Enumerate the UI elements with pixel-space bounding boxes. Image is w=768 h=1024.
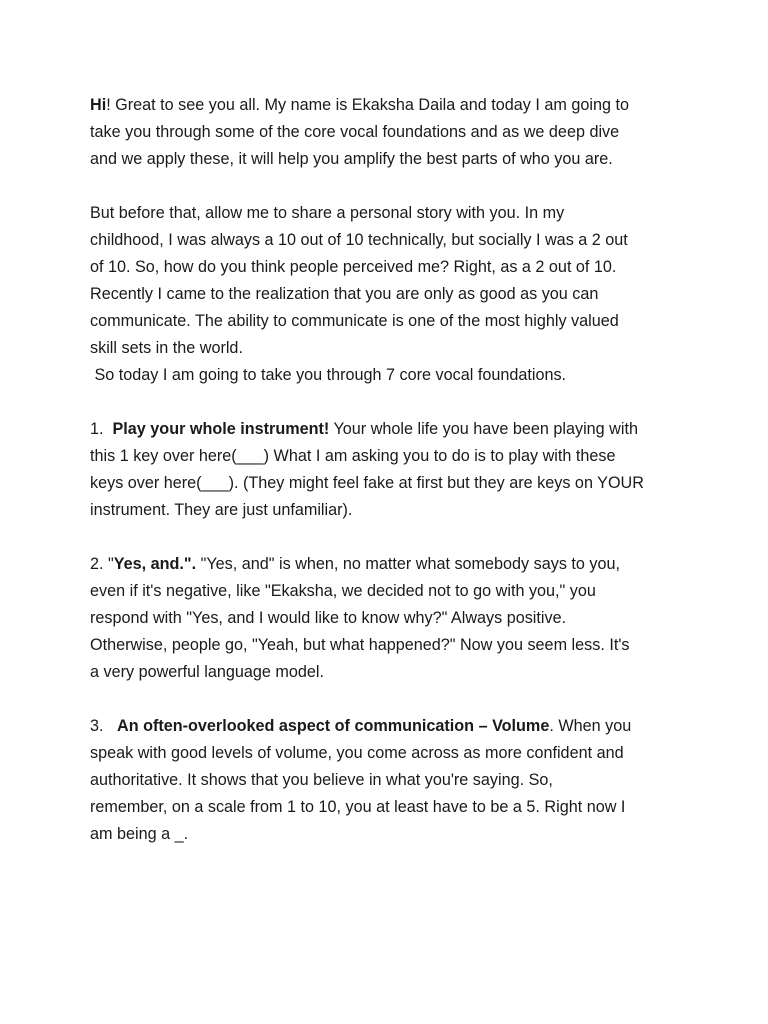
point-2-line-4: Otherwise, people go, "Yeah, but what happened?" Now you seem less. It's	[90, 636, 630, 654]
point-3-title: An often-overlooked aspect of communication – Volume	[117, 717, 550, 735]
point-3-line-1-text: . When you	[549, 717, 632, 735]
point-2-title: Yes, and.".	[113, 555, 197, 573]
paragraph-gap	[90, 686, 690, 713]
story-line-6: skill sets in the world.	[90, 339, 243, 357]
point-2-line-1-text: "Yes, and" is when, no matter what somebody says to you,	[196, 555, 621, 573]
paragraph-gap	[90, 173, 690, 200]
point-1-line-4: instrument. They are just unfamiliar).	[90, 501, 353, 519]
paragraph-gap	[90, 524, 690, 551]
point-3-line-3: authoritative. It shows that you believe in what you're saying. So,	[90, 771, 553, 789]
point-1-line-1-text: Your whole life you have been playing with	[329, 420, 638, 438]
point-3-line-4: remember, on a scale from 1 to 10, you at least have to be a 5. Right now I	[90, 798, 626, 816]
point-1-title: Play your whole instrument!	[112, 420, 330, 438]
point-2-line-5: a very powerful language model.	[90, 663, 324, 681]
intro-line-1	[90, 92, 690, 119]
point-1-number: 1.	[90, 420, 113, 438]
greeting-bold: Hi	[90, 96, 107, 114]
story-line-1: But before that, allow me to share a personal story with you. In my	[90, 204, 565, 222]
point-1-line-3: keys over here(___). (They might feel fake at first but they are keys on YOUR	[90, 474, 644, 492]
point-2-line-1	[90, 551, 690, 578]
point-2-line-3: respond with "Yes, and I would like to know why?" Always positive.	[90, 609, 567, 627]
point-1-line-2: this 1 key over here(___) What I am asking you to do is to play with these	[90, 447, 616, 465]
point-3-line-2: speak with good levels of volume, you come across as more confident and	[90, 744, 624, 762]
point-1-line-1	[90, 416, 690, 443]
point-3-line-1	[90, 713, 690, 740]
story-line-3: of 10. So, how do you think people perceived me? Right, as a 2 out of 10.	[90, 258, 617, 276]
point-3-line-5: am being a _.	[90, 825, 189, 843]
story-line-4: Recently I came to the realization that you are only as good as you can	[90, 285, 599, 303]
point-2-number: 2. "	[90, 555, 114, 573]
intro-line-2: take you through some of the core vocal foundations and as we deep dive	[90, 123, 620, 141]
document-body	[90, 92, 690, 848]
story-line-2: childhood, I was always a 10 out of 10 technically, but socially I was a 2 out	[90, 231, 628, 249]
intro-line-1-text: ! Great to see you all. My name is Ekaksha Daila and today I am going to	[106, 96, 629, 114]
story-line-5: communicate. The ability to communicate is one of the most highly valued	[90, 312, 619, 330]
paragraph-gap	[90, 389, 690, 416]
intro-line-3: and we apply these, it will help you amplify the best parts of who you are.	[90, 150, 613, 168]
story-line-7: So today I am going to take you through 7 core vocal foundations.	[90, 366, 567, 384]
point-2-line-2: even if it's negative, like "Ekaksha, we decided not to go with you," you	[90, 582, 596, 600]
point-3-number: 3.	[90, 717, 117, 735]
